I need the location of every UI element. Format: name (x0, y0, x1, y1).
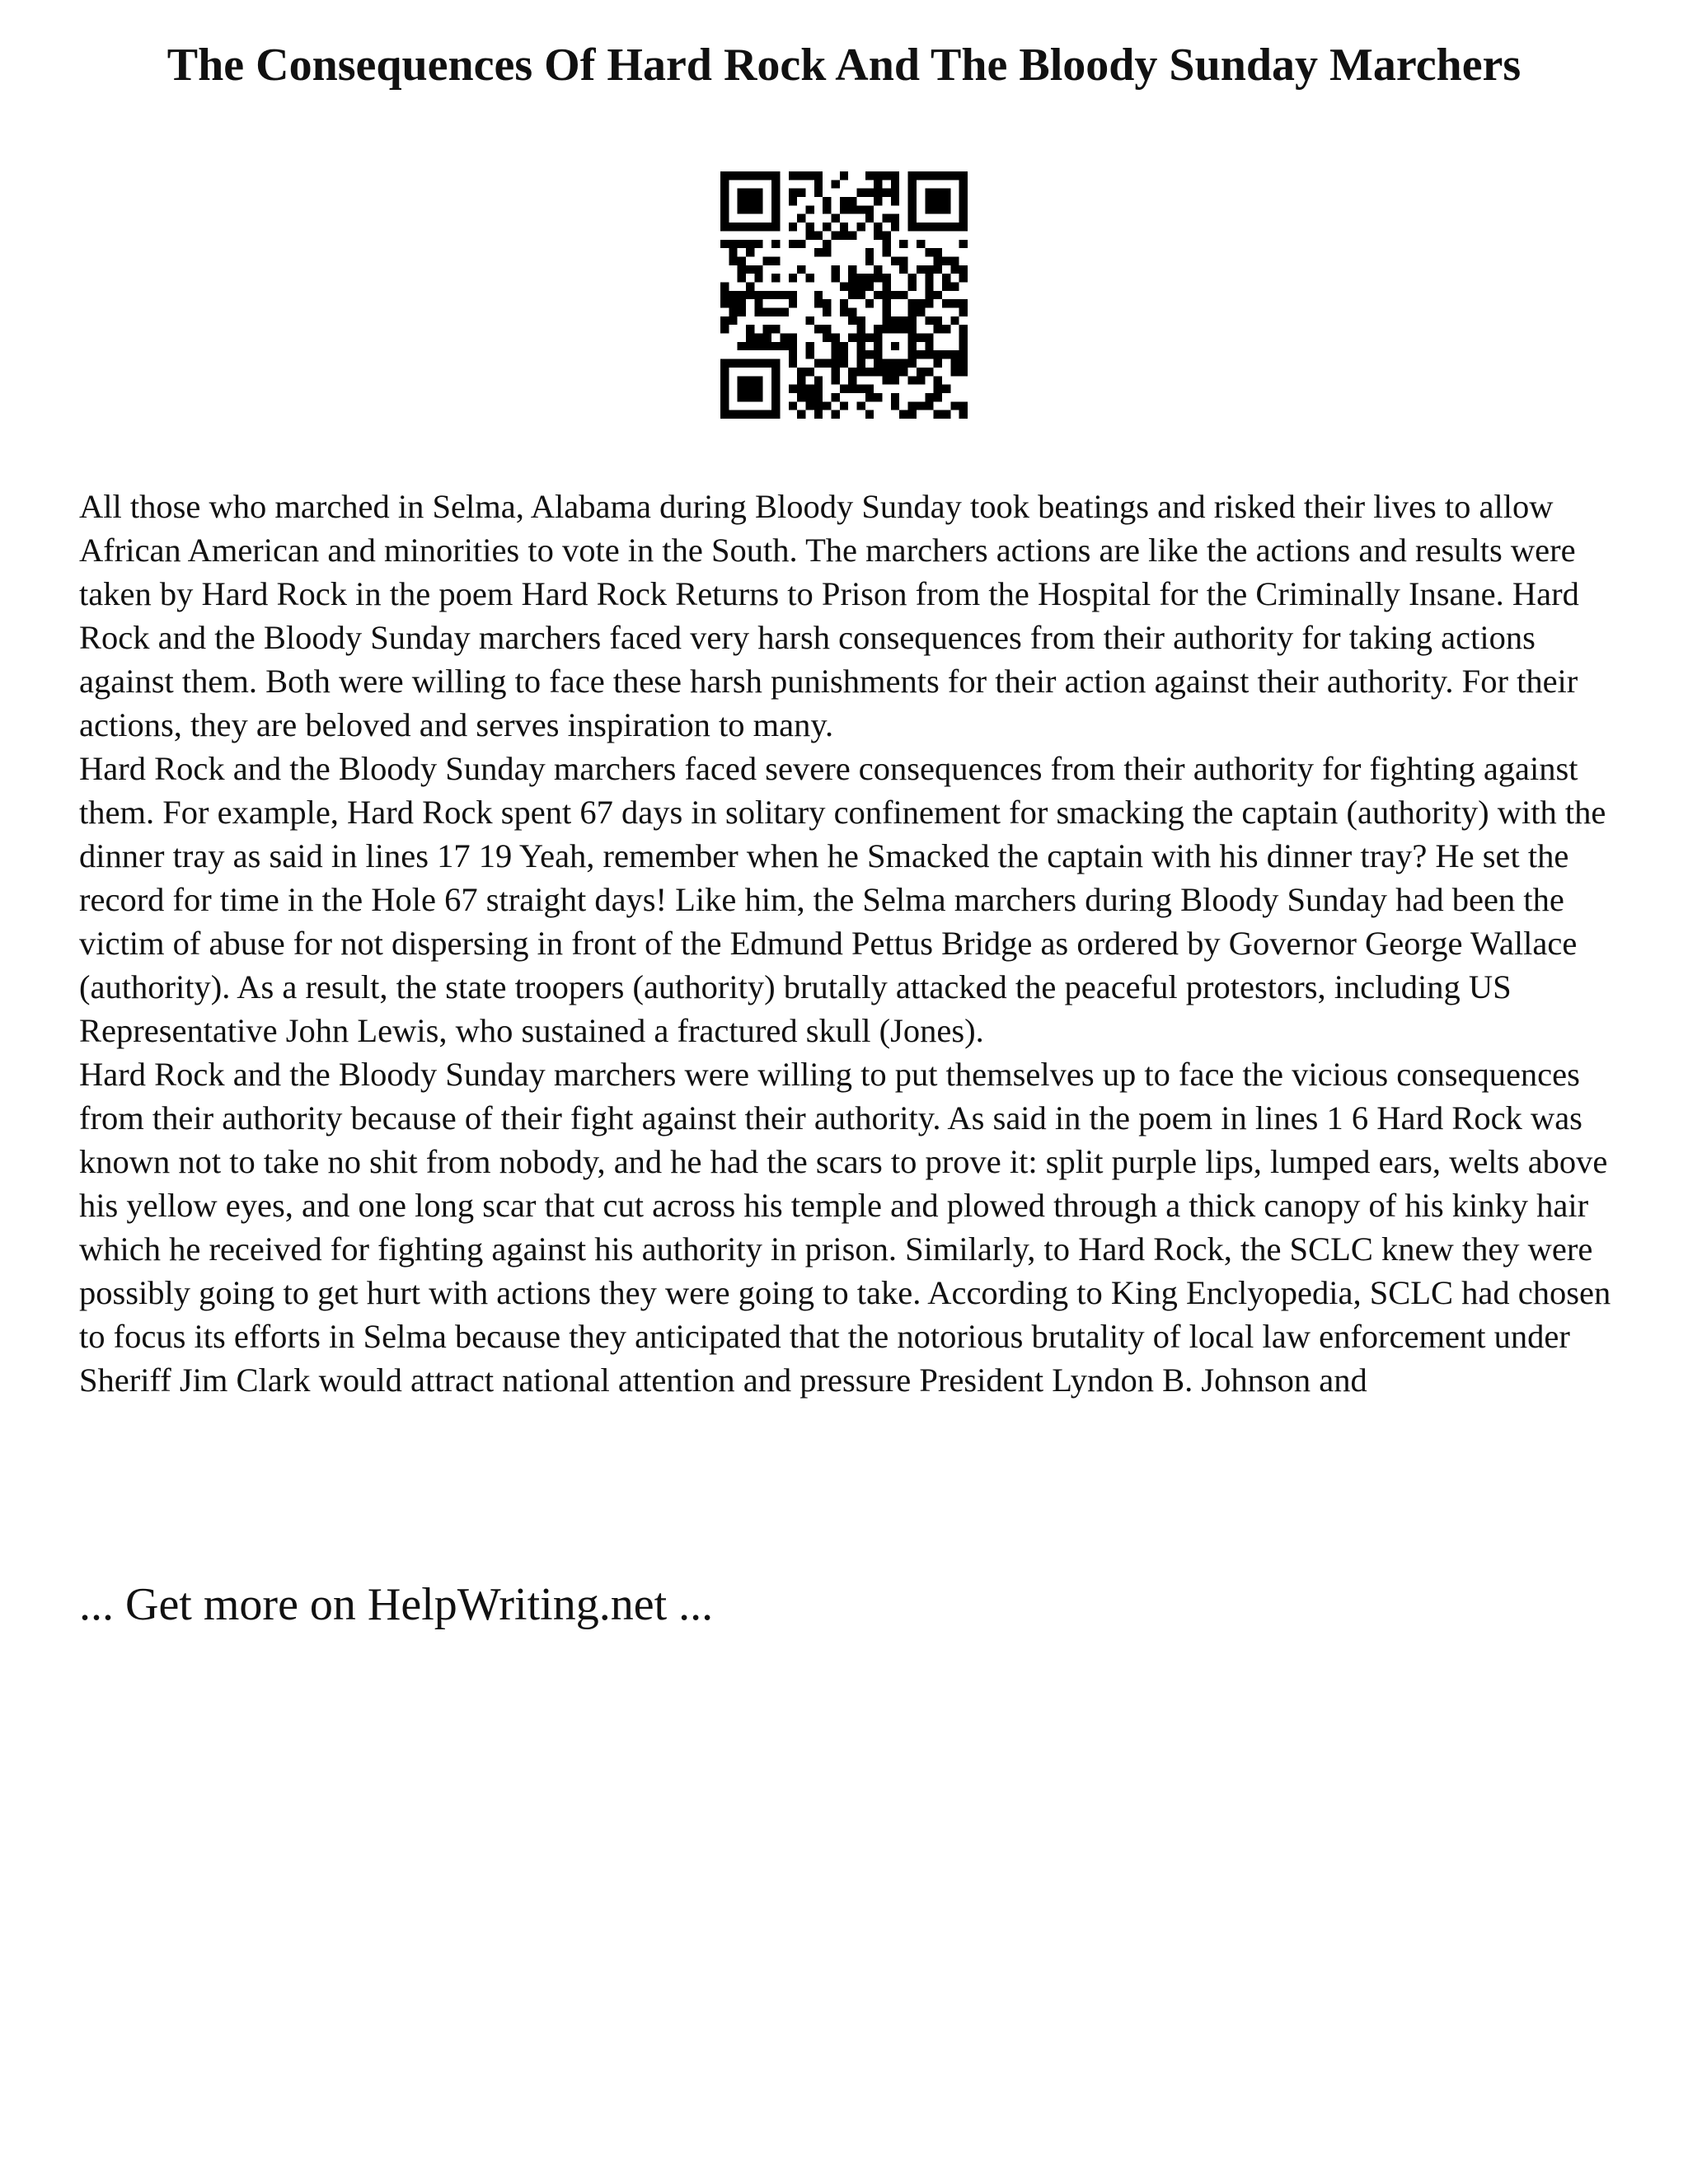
paragraph: All those who marched in Selma, Alabama during Bloody Sunday took beatings and risked their lives to allow African American and minorities to vote in the South. The marchers actions are like the actions and results were taken by Hard Rock in the poem Hard Rock Returns to Prison from the Hospital for the Criminally Insane. Hard Rock and the Bloody Sunday marchers faced very harsh consequences from their authority for taking actions against them. Both were willing to face these harsh punishments for their action against their authority. For their actions, they are beloved and serves inspiration to many. (79, 488, 1579, 743)
paragraph: Hard Rock and the Bloody Sunday marchers were willing to put themselves up to face the vicious consequences from their authority because of their fight against their authority. As said in the poem in lines 1 6 Hard Rock was known not to take no shit from nobody, and he had the scars to prove it: split purple lips, lumped ears, welts above his yellow eyes, and one long scar that cut across his temple and plowed through a thick canopy of his kinky hair which he received for fighting against his authority in prison. Similarly, to Hard Rock, the SCLC knew they were possibly going to get hurt with actions they were going to take. According to King Enclyopedia, SCLC had chosen to focus its efforts in Selma because they anticipated that the notorious brutality of local law enforcement under Sheriff Jim Clark would attract national attention and pressure President Lyndon B. Johnson and (79, 1056, 1611, 1399)
get-more-link[interactable]: ... Get more on HelpWriting.net ... (79, 1579, 714, 1630)
paragraph: Hard Rock and the Bloody Sunday marchers faced severe consequences from their authority for fighting against them. For example, Hard Rock spent 67 days in solitary confinement for smacking the captain (authority) with the dinner tray as said in lines 17 19 Yeah, remember when he Smacked the captain with his dinner tray? He set the record for time in the Hole 67 straight days! Like him, the Selma marchers during Bloody Sunday had been the victim of abuse for not dispersing in front of the Edmund Pettus Bridge as ordered by Governor George Wallace (authority). As a result, the state troopers (authority) brutally attacked the peaceful protestors, including US Representative John Lewis, who sustained a fractured skull (Jones). (79, 750, 1606, 1049)
qr-code-icon (720, 171, 968, 419)
document-body (79, 485, 1629, 1402)
document-title: The Consequences Of Hard Rock And The Bloody Sunday Marchers (166, 40, 1522, 91)
